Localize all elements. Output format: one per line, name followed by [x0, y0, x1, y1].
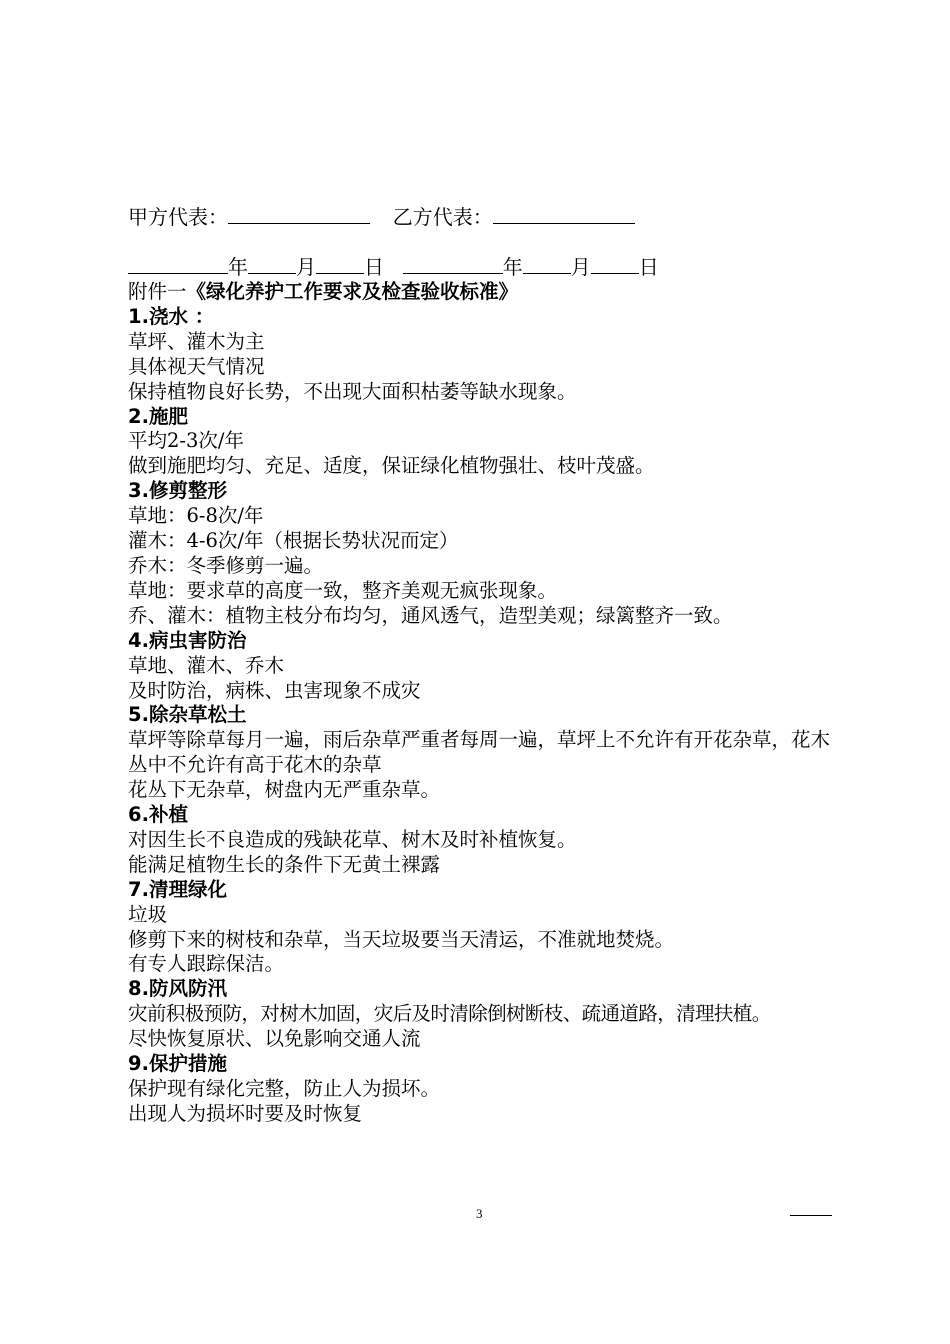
section-line: 草坪等除草每月一遍，雨后杂草严重者每周一遍，草坪上不允许有开花杂草，花木丛中不允许有高于花木的杂草 [128, 728, 831, 777]
section-heading: 4.病虫害防治 [128, 628, 247, 652]
day-label-a: 日 [364, 255, 384, 279]
section-line: 草地：要求草的高度一致，整齐美观无疯张现象。 [128, 578, 558, 602]
section-line: 灌木：4-6次/年（根据长势状况而定） [128, 529, 459, 553]
party-a-label: 甲方代表： [128, 205, 228, 229]
section-line: 花丛下无杂草，树盘内无严重杂草。 [128, 778, 441, 802]
year-blank-b [403, 253, 503, 274]
section-line: 垃圾 [128, 902, 168, 926]
month-blank-b [523, 253, 571, 274]
appendix-body [128, 280, 888, 1127]
section-line: 及时防治，病株、虫害现象不成灾 [128, 678, 421, 702]
section-line: 做到施肥均匀、充足、适度，保证绿化植物强壮、枝叶茂盛。 [128, 454, 655, 478]
year-label-b: 年 [502, 255, 523, 279]
section-heading: 5.除杂草松土 [128, 703, 247, 727]
section-heading: 1.浇水 ： [128, 304, 215, 328]
section-line: 草地、灌木、乔木 [128, 653, 285, 677]
year-blank-a [128, 253, 228, 274]
party-b-label: 乙方代表： [392, 205, 493, 229]
section-line: 草地：6-8次/年 [128, 504, 264, 528]
month-label-a: 月 [296, 255, 316, 279]
section-line: 尽快恢复原状、以免影响交通人流 [128, 1027, 421, 1051]
section-line: 保持植物良好长势，不出现大面积枯萎等缺水现象。 [128, 379, 577, 403]
day-blank-b [591, 253, 639, 274]
section-line: 保护现有绿化完整，防止人为损坏。 [128, 1077, 441, 1100]
section-heading: 2.施肥 [128, 404, 188, 428]
year-label-a: 年 [228, 255, 248, 279]
date-row [128, 253, 659, 280]
party-a-blank [228, 203, 370, 224]
month-label-b: 月 [570, 255, 591, 279]
section-heading: 7.清理绿化 [128, 877, 227, 901]
day-label-b: 日 [638, 255, 659, 279]
page-number: 3 [476, 1206, 483, 1221]
section-line: 草坪、灌木为主 [128, 329, 265, 353]
day-blank-a [316, 253, 364, 274]
section-line: 具体视天气情况 [128, 354, 265, 378]
section-line: 灾前积极预防，对树木加固，灾后及时清除倒树断枝、疏通道路，清理扶植。 [128, 1002, 771, 1026]
section-line: 能满足植物生长的条件下无黄土裸露 [128, 852, 441, 876]
section-line: 修剪下来的树枝和杂草，当天垃圾要当天清运，不准就地焚烧。 [128, 927, 675, 951]
month-blank-a [248, 253, 296, 274]
appendix-title-line [128, 280, 888, 305]
section-heading: 6.补植 [128, 803, 188, 827]
footer-rule [790, 1215, 832, 1216]
appendix-title: 《绿化养护工作要求及检查验收标准》 [186, 280, 519, 303]
signature-row [128, 203, 635, 230]
section-heading: 9.保护措施 [128, 1052, 227, 1076]
section-line: 出现人为损坏时要及时恢复 [128, 1101, 363, 1125]
party-b-blank [493, 203, 635, 224]
section-heading: 3.修剪整形 [128, 479, 227, 503]
section-line: 有专人跟踪保洁。 [128, 952, 285, 976]
appendix-prefix: 附件一 [128, 280, 187, 303]
section-heading: 8.防风防汛 [128, 977, 227, 1001]
section-line: 乔、灌木：植物主枝分布均匀，通风透气，造型美观；绿篱整齐一致。 [128, 603, 733, 627]
section-line: 平均2-3次/年 [128, 429, 244, 453]
section-line: 对因生长不良造成的残缺花草、树木及时补植恢复。 [128, 827, 577, 851]
section-line: 乔木：冬季修剪一遍。 [128, 553, 324, 577]
